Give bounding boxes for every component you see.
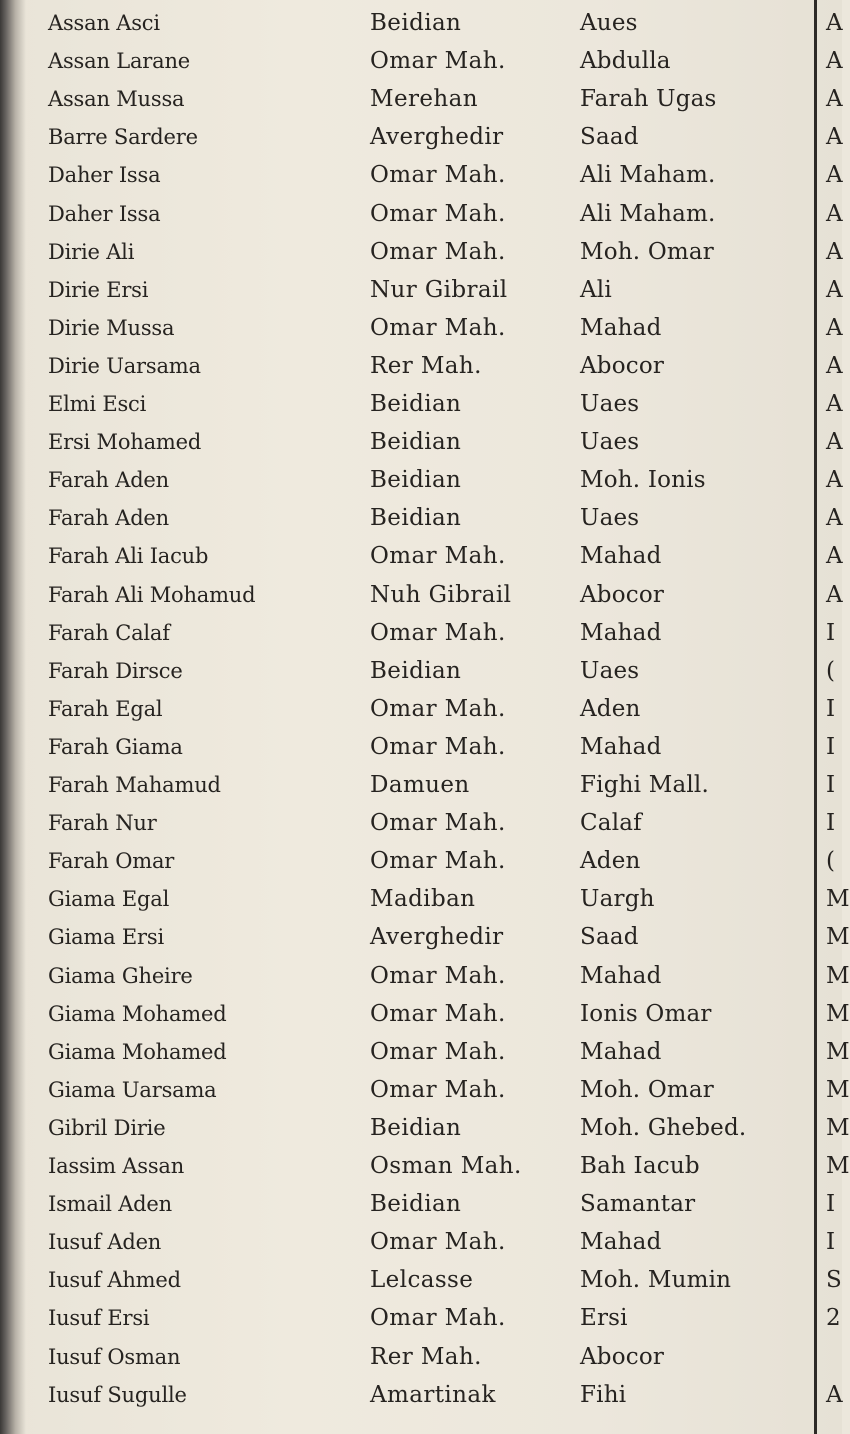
list-row <box>0 1035 850 1069</box>
list-row <box>0 235 842 269</box>
clan-name: Omar Mah. <box>370 962 506 989</box>
person-name: Ersi Mohamed <box>48 430 202 455</box>
father-name: Ionis Omar <box>580 1000 712 1027</box>
list-row <box>0 1225 842 1259</box>
person-name: Daher Issa <box>48 163 161 188</box>
father-name: Uaes <box>580 429 640 456</box>
list-row <box>0 1340 842 1374</box>
cut-off-text: A <box>826 86 843 113</box>
list-row <box>0 1111 850 1145</box>
clan-name: Beidian <box>370 391 462 417</box>
cut-off-text: A <box>826 238 843 265</box>
list-row <box>0 1301 842 1335</box>
person-name: Iusuf Aden <box>48 1230 162 1255</box>
person-name: Iusuf Osman <box>48 1344 181 1369</box>
clan-name: Beidian <box>370 1114 462 1141</box>
cut-off-text: M <box>826 1153 850 1179</box>
clan-name: Omar Mah. <box>370 1038 506 1065</box>
father-name: Mahad <box>580 543 662 570</box>
person-name: Iusuf Sugulle <box>48 1382 187 1407</box>
father-name: Ali Maham. <box>580 162 716 189</box>
cut-off-text: A <box>826 200 843 227</box>
cut-off-text: A <box>826 429 843 456</box>
clan-name: Beidian <box>370 657 462 684</box>
cut-off-text: A <box>826 48 843 75</box>
list-row <box>0 311 842 345</box>
father-name: Uaes <box>580 391 640 417</box>
clan-name: Nuh Gibrail <box>370 581 512 608</box>
person-name: Farah Omar <box>48 849 175 874</box>
list-row <box>0 920 850 954</box>
list-row <box>0 997 850 1031</box>
father-name: Saad <box>580 124 639 151</box>
person-name: Elmi Esci <box>48 392 147 416</box>
clan-name: Nur Gibrail <box>370 276 508 303</box>
father-name: Calaf <box>580 810 642 837</box>
cut-off-text: M <box>826 924 850 951</box>
clan-name: Beidian <box>370 10 462 36</box>
person-name: Giama Uarsama <box>48 1077 217 1102</box>
father-name: Ersi <box>580 1305 628 1332</box>
list-row <box>0 959 850 993</box>
list-row <box>0 425 842 459</box>
cut-off-text: A <box>826 1381 843 1408</box>
cut-off-text: ( <box>826 657 835 684</box>
father-name: Farah Ugas <box>580 86 717 113</box>
cut-off-text: M <box>826 1000 850 1027</box>
clan-name: Averghedir <box>370 924 504 951</box>
father-name: Abdulla <box>580 48 671 75</box>
cut-off-text: I <box>826 810 836 837</box>
list-row <box>0 82 842 116</box>
list-row <box>0 539 842 573</box>
father-name: Uaes <box>580 505 640 532</box>
list-row <box>0 806 842 840</box>
father-name: Mahad <box>580 619 662 646</box>
father-name: Moh. Ghebed. <box>580 1114 747 1141</box>
cut-off-text: A <box>826 543 843 570</box>
father-name: Bah Iacub <box>580 1153 700 1179</box>
list-row <box>0 349 842 383</box>
clan-name: Omar Mah. <box>370 733 506 760</box>
father-name: Ali <box>580 276 612 303</box>
person-name: Dirie Mussa <box>48 315 175 340</box>
list-row <box>0 1073 850 1107</box>
person-name: Dirie Uarsama <box>48 353 201 378</box>
list-row <box>0 1263 842 1297</box>
person-name: Iusuf Ahmed <box>48 1268 181 1293</box>
clan-name: Omar Mah. <box>370 810 506 837</box>
person-name: Iusuf Ersi <box>48 1306 150 1331</box>
father-name: Aden <box>580 848 641 875</box>
person-name: Dirie Ersi <box>48 277 149 302</box>
clan-name: Beidian <box>370 505 462 532</box>
list-row <box>0 158 842 192</box>
person-name: Farah Egal <box>48 696 163 721</box>
father-name: Moh. Omar <box>580 1076 715 1103</box>
person-name: Farah Ali Mohamud <box>48 582 256 607</box>
cut-off-text: A <box>826 352 843 379</box>
person-name: Farah Dirsce <box>48 658 183 683</box>
clan-name: Omar Mah. <box>370 238 506 265</box>
clan-name: Amartinak <box>370 1381 496 1408</box>
father-name: Abocor <box>580 1343 665 1370</box>
father-name: Moh. Ionis <box>580 467 706 494</box>
cut-off-text: 2 <box>826 1305 841 1332</box>
person-name: Farah Calaf <box>48 620 170 645</box>
person-name: Ismail Aden <box>48 1192 172 1217</box>
father-name: Fihi <box>580 1381 627 1408</box>
clan-name: Omar Mah. <box>370 162 506 189</box>
person-name: Assan Larane <box>48 49 191 74</box>
clan-name: Beidian <box>370 467 462 494</box>
clan-name: Averghedir <box>370 124 504 151</box>
list-row <box>0 120 842 154</box>
person-name: Dirie Ali <box>48 239 135 264</box>
person-name: Iassim Assan <box>48 1154 185 1178</box>
clan-name: Damuen <box>370 772 470 798</box>
cut-off-text: M <box>826 962 850 989</box>
person-name: Giama Egal <box>48 887 170 912</box>
list-row <box>0 730 842 764</box>
father-name: Samantar <box>580 1191 696 1218</box>
clan-name: Omar Mah. <box>370 543 506 570</box>
cut-off-text: A <box>826 391 843 417</box>
father-name: Aues <box>580 10 638 36</box>
person-name: Farah Giama <box>48 734 183 759</box>
person-name: Farah Ali Iacub <box>48 544 209 569</box>
list-row <box>0 44 842 78</box>
clan-name: Rer Mah. <box>370 352 482 379</box>
father-name: Mahad <box>580 962 662 989</box>
clan-name: Omar Mah. <box>370 314 506 341</box>
cut-off-text: I <box>826 733 836 760</box>
list-row <box>0 692 842 726</box>
father-name: Ali Maham. <box>580 200 716 227</box>
cut-off-text: I <box>826 619 836 646</box>
cut-off-text: M <box>826 886 850 913</box>
father-name: Abocor <box>580 581 665 608</box>
list-row <box>0 1378 842 1412</box>
person-name: Assan Mussa <box>48 87 185 112</box>
cut-off-text: A <box>826 162 843 189</box>
cut-off-text: A <box>826 467 843 494</box>
cut-off-text: A <box>826 505 843 532</box>
cut-off-text: A <box>826 314 843 341</box>
person-name: Gibril Dirie <box>48 1115 166 1140</box>
cut-off-text: M <box>826 1038 850 1065</box>
person-name: Farah Aden <box>48 506 169 531</box>
person-name: Giama Ersi <box>48 925 164 950</box>
list-row <box>0 197 842 231</box>
cut-off-text: A <box>826 276 843 303</box>
list-row <box>0 463 842 497</box>
father-name: Mahad <box>580 1229 662 1256</box>
list-row <box>0 768 842 802</box>
father-name: Fighi Mall. <box>580 772 710 798</box>
person-name: Giama Gheire <box>48 963 193 988</box>
person-name: Barre Sardere <box>48 125 198 150</box>
person-name: Daher Issa <box>48 201 161 226</box>
person-name: Assan Asci <box>48 11 160 35</box>
father-name: Uaes <box>580 657 640 684</box>
clan-name: Rer Mah. <box>370 1343 482 1370</box>
clan-name: Omar Mah. <box>370 1229 506 1256</box>
clan-name: Omar Mah. <box>370 1000 506 1027</box>
clan-name: Omar Mah. <box>370 619 506 646</box>
clan-name: Merehan <box>370 86 478 113</box>
cut-off-text: M <box>826 1114 850 1141</box>
cut-off-text: M <box>826 1076 850 1103</box>
cut-off-text: ( <box>826 848 835 875</box>
cut-off-text: A <box>826 10 843 36</box>
clan-name: Beidian <box>370 1191 462 1218</box>
person-name: Farah Nur <box>48 811 157 836</box>
list-row <box>0 616 842 650</box>
father-name: Mahad <box>580 733 662 760</box>
cut-off-text: A <box>826 581 843 608</box>
cut-off-text: I <box>826 772 836 798</box>
clan-name: Omar Mah. <box>370 695 506 722</box>
list-row <box>0 1149 850 1183</box>
list-row <box>0 844 842 878</box>
clan-name: Osman Mah. <box>370 1153 522 1179</box>
person-name: Giama Mohamed <box>48 1001 227 1026</box>
father-name: Saad <box>580 924 639 951</box>
list-row <box>0 6 842 40</box>
clan-name: Beidian <box>370 429 462 456</box>
list-row <box>0 501 842 535</box>
father-name: Moh. Omar <box>580 238 715 265</box>
clan-name: Omar Mah. <box>370 200 506 227</box>
list-row <box>0 654 842 688</box>
clan-name: Omar Mah. <box>370 1305 506 1332</box>
clan-name: Omar Mah. <box>370 48 506 75</box>
father-name: Mahad <box>580 1038 662 1065</box>
person-name: Farah Mahamud <box>48 773 221 797</box>
cut-off-text: S <box>826 1267 842 1294</box>
clan-name: Madiban <box>370 886 476 913</box>
cut-off-text: I <box>826 1191 836 1218</box>
person-name: Farah Aden <box>48 468 169 493</box>
father-name: Moh. Mumin <box>580 1267 732 1294</box>
cut-off-text: I <box>826 695 836 722</box>
clan-name: Lelcasse <box>370 1267 474 1294</box>
list-row <box>0 273 842 307</box>
cut-off-text: I <box>826 1229 836 1256</box>
list-row <box>0 1187 842 1221</box>
father-name: Uargh <box>580 886 655 913</box>
father-name: Aden <box>580 695 641 722</box>
person-name: Giama Mohamed <box>48 1039 227 1064</box>
clan-name: Omar Mah. <box>370 1076 506 1103</box>
father-name: Mahad <box>580 314 662 341</box>
list-row <box>0 387 842 421</box>
clan-name: Omar Mah. <box>370 848 506 875</box>
list-row <box>0 578 842 612</box>
list-row <box>0 882 850 916</box>
cut-off-text: A <box>826 124 843 151</box>
father-name: Abocor <box>580 352 665 379</box>
